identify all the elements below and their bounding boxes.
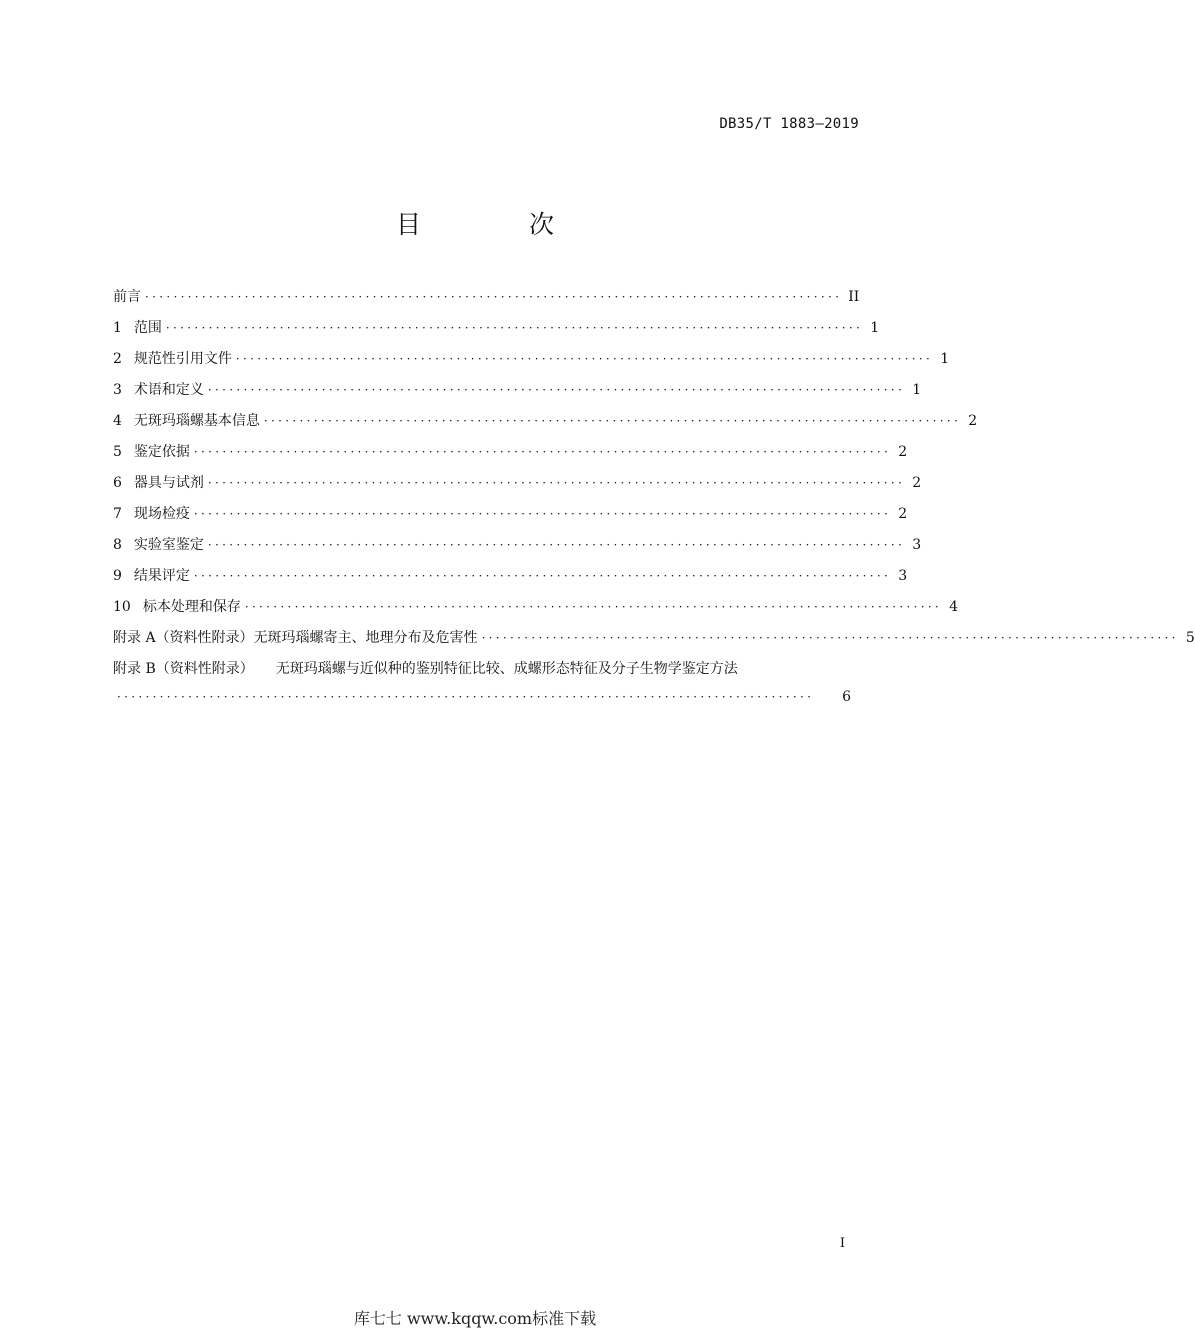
appendix-prefix: 附录 B（资料性附录） (113, 661, 254, 677)
appendix-title: 无斑玛瑙螺寄主、地理分布及危害性 (253, 630, 478, 646)
toc-entry-number: 4 (113, 413, 122, 429)
toc-entry-page: II (848, 289, 860, 305)
appendix-title: 无斑玛瑙螺与近似种的鉴别特征比较、成螺形态特征及分子生物学鉴定方法 (275, 661, 738, 677)
toc-entry-2[interactable] (113, 348, 950, 379)
toc-entry-page: 2 (898, 506, 908, 522)
toc-entry-page: 2 (912, 475, 922, 491)
toc-entry-page: 1 (870, 320, 880, 336)
toc-entry-label: 鉴定依据 (133, 444, 190, 460)
toc-entry-number: 3 (113, 382, 122, 398)
toc-entry-1[interactable] (113, 317, 880, 348)
toc-leader-dots: ·································································································· (244, 600, 943, 614)
toc-entry-number: 6 (113, 475, 122, 491)
toc-entry-page: 4 (949, 599, 959, 615)
toc-entry-page: 1 (940, 351, 950, 367)
toc-entry-label: 现场检疫 (133, 506, 190, 522)
toc-entry-label: 标本处理和保存 (142, 599, 241, 615)
toc-leader-dots: ·································································································· (263, 414, 962, 428)
toc-entry-appendix-a[interactable] (113, 627, 1195, 658)
toc-entry-number: 5 (113, 444, 122, 460)
toc-leader-dots: ·································································································· (193, 569, 892, 583)
toc-entry-label: 实验室鉴定 (133, 537, 204, 553)
toc-leader-dots: ·································································································· (193, 507, 892, 521)
toc-entry-page: 1 (912, 382, 922, 398)
toc-entry-page: 5 (1185, 630, 1195, 646)
document-code: DB35/T 1883—2019 (719, 116, 859, 132)
toc-leader-dots: ·································································································· (145, 290, 843, 304)
toc-entry-10[interactable] (113, 596, 959, 627)
toc-leader-dots: ·································································································· (193, 445, 892, 459)
toc-title: 目 次 (396, 210, 604, 239)
toc-entry-label: 范围 (133, 320, 162, 336)
table-of-contents (113, 286, 1195, 720)
page-number: I (839, 1236, 845, 1251)
toc-leader-dots: ·································································································· (207, 383, 906, 397)
toc-entry-label: 规范性引用文件 (133, 351, 232, 367)
toc-entry-page: 2 (968, 413, 978, 429)
toc-entry-page: 6 (842, 689, 851, 705)
toc-entry-appendix-b-continued[interactable] (113, 689, 851, 720)
toc-entry-number: 1 (113, 320, 122, 336)
toc-entry-label: 无斑玛瑙螺基本信息 (133, 413, 260, 429)
toc-entry-number: 10 (113, 599, 131, 615)
toc-entry-page: 3 (912, 537, 922, 553)
toc-entry-3[interactable] (113, 379, 922, 410)
toc-entry-page: 2 (898, 444, 908, 460)
toc-entry-number: 2 (113, 351, 122, 367)
toc-entry-appendix-b[interactable] (113, 658, 851, 689)
toc-entry-7[interactable] (113, 503, 908, 534)
toc-leader-dots: ·································································································· (481, 631, 1179, 645)
footer-watermark: 库七七 www.kqqw.com标准下载 (353, 1309, 597, 1328)
toc-entry-8[interactable] (113, 534, 922, 565)
toc-entry-number: 9 (113, 568, 122, 584)
toc-entry-label: 器具与试剂 (133, 475, 204, 491)
toc-entry-foreword[interactable] (113, 286, 860, 317)
toc-leader-dots: ·································································································· (117, 690, 815, 704)
toc-entry-6[interactable] (113, 472, 922, 503)
toc-leader-dots: ·································································································· (207, 476, 906, 490)
toc-entry-number: 8 (113, 537, 122, 553)
appendix-prefix: 附录 A（资料性附录） (113, 630, 254, 646)
toc-entry-page: 3 (898, 568, 908, 584)
toc-entry-9[interactable] (113, 565, 908, 596)
toc-entry-5[interactable] (113, 441, 908, 472)
toc-entry-label: 前言 (113, 289, 141, 305)
toc-entry-label: 结果评定 (133, 568, 190, 584)
toc-leader-dots: ·································································································· (235, 352, 934, 366)
toc-leader-dots: ·································································································· (207, 538, 906, 552)
toc-leader-dots: ·································································································· (165, 321, 864, 335)
toc-entry-label: 术语和定义 (133, 382, 204, 398)
toc-entry-4[interactable] (113, 410, 978, 441)
toc-entry-number: 7 (113, 506, 122, 522)
